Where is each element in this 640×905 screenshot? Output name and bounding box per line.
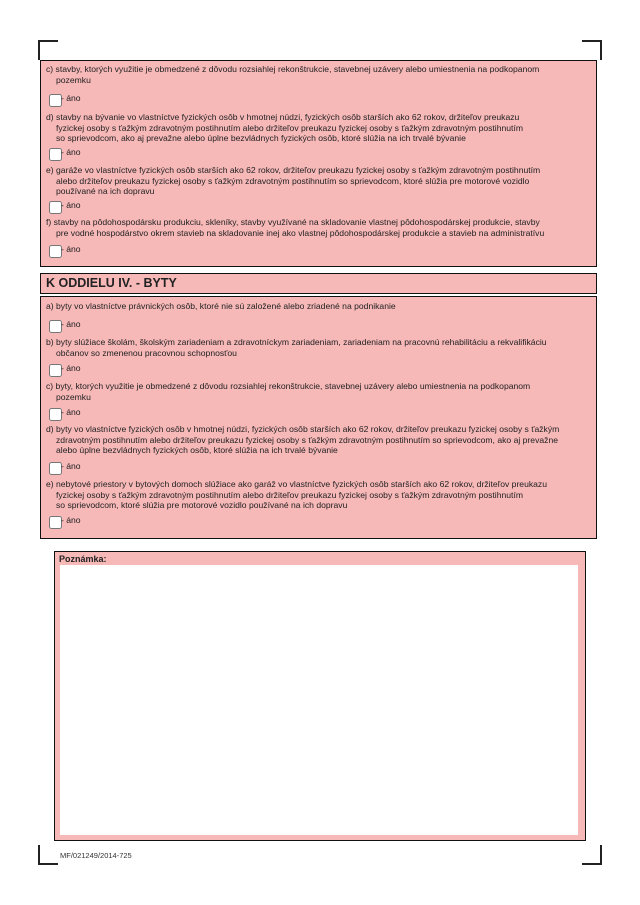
item-text: c) byty, ktorých využitie je obmedzené z dôvodu rozsiahlej rekonštrukcie, stavebnej uzávery alebo umiestnenia na podkopanom bbox=[46, 381, 531, 391]
section4-panel bbox=[40, 296, 597, 539]
item-text: so sprievodcom, ktoré slúžia pre motorové vozidlo používané na ich dopravu bbox=[56, 500, 348, 510]
item-text: používané na ich dopravu bbox=[56, 186, 155, 196]
item-text: c) stavby, ktorých využitie je obmedzené z dôvodu rozsiahlej rekonštrukcie, stavebnej uzávery alebo umiestnenia na podkopanom bbox=[46, 64, 540, 74]
item-text: pozemku bbox=[56, 391, 91, 402]
crop-mark-top-right bbox=[582, 40, 602, 60]
section3-item-f bbox=[46, 217, 586, 238]
item-text: e) garáže vo vlastníctve fyzických osôb starších ako 62 rokov, držiteľov preukazu fyzickej osoby s ťažkým zdravotným postihnutím bbox=[46, 165, 541, 175]
form-code: MF/021249/2014-725 bbox=[60, 851, 132, 860]
item-text: a) byty vo vlastníctve právnických osôb, ktoré nie sú založené alebo zriadené na podnikanie bbox=[46, 301, 396, 311]
checkbox-label: - áno bbox=[61, 407, 81, 417]
note-textarea[interactable] bbox=[60, 565, 578, 835]
item-text: f) stavby na pôdohospodársku produkciu, skleníky, stavby využívané na skladovanie vlastnej pôdohospodárskej produkcie, stavby bbox=[46, 217, 540, 227]
checkbox-label: - áno bbox=[61, 244, 81, 254]
item-text: alebo držiteľov preukazu fyzickej osoby s ťažkým zdravotným postihnutím so sprievodcom, ktoré slúžia pre motorové vozidlo bbox=[56, 175, 530, 186]
item-text: so sprievodcom, ako aj prevažne alebo úplne bezvládnych fyzických osôb, ktoré slúžia na ich trvalé bývanie bbox=[56, 133, 466, 143]
section4-item-b bbox=[46, 337, 586, 358]
section4-item-c bbox=[46, 381, 586, 402]
item-text: d) stavby na bývanie vo vlastníctve fyzických osôb v hmotnej núdzi, fyzických osôb starších ako 62 rokov, držiteľov preukazu bbox=[46, 112, 520, 122]
item-text: alebo úplne bezvládnych fyzických osôb, ktoré slúžia na ich trvalé bývanie bbox=[56, 445, 338, 455]
item-text: občanov so zmenenou pracovnou schopnosťou bbox=[56, 347, 237, 358]
section3-item-c bbox=[46, 64, 586, 85]
checkbox-label: - áno bbox=[61, 515, 81, 525]
checkbox-label: - áno bbox=[61, 363, 81, 373]
note-label: Poznámka: bbox=[59, 554, 107, 564]
checkbox-label: - áno bbox=[61, 461, 81, 471]
checkbox-label: - áno bbox=[61, 93, 81, 103]
item-text: d) byty vo vlastníctve fyzických osôb v hmotnej núdzi, fyzických osôb starších ako 62 rokov, držiteľov preukazu fyzickej osoby s ťažkým bbox=[46, 424, 560, 434]
item-text: fyzickej osoby s ťažkým zdravotným postihnutím alebo držiteľov preukazu fyzickej osoby s ťažkým zdravotným postihnutím bbox=[56, 122, 523, 133]
note-panel bbox=[54, 551, 586, 841]
section3-panel bbox=[40, 60, 597, 267]
item-text: e) nebytové priestory v bytových domoch slúžiace ako garáž vo vlastníctve fyzických osôb starších ako 62 rokov, držiteľov preukazu bbox=[46, 479, 548, 489]
item-text: zdravotným postihnutím alebo držiteľov preukazu fyzickej osoby s ťažkým zdravotným postihnutím so sprievodcom, ako aj prevažne bbox=[56, 434, 559, 445]
section3-item-e bbox=[46, 165, 586, 197]
crop-mark-bottom-left bbox=[38, 845, 58, 865]
item-text: b) byty slúžiace školám, školským zariadeniam a zdravotníckym zariadeniam, zariadeniam na pracovnú rehabilitáciu a rekvalifikáciu bbox=[46, 337, 547, 347]
item-text: fyzickej osoby s ťažkým zdravotným postihnutím alebo držiteľov preukazu fyzickej osoby s ťažkým zdravotným postihnutím bbox=[56, 489, 523, 500]
item-text: pre vodné hospodárstvo okrem stavieb na skladovanie inej ako vlastnej pôdohospodárskej produkcie a stavieb na administratívu bbox=[56, 227, 545, 238]
item-text: pozemku bbox=[56, 74, 91, 85]
crop-mark-top-left bbox=[38, 40, 58, 60]
section4-item-a bbox=[46, 301, 586, 312]
crop-mark-bottom-right bbox=[582, 845, 602, 865]
checkbox-label: - áno bbox=[61, 147, 81, 157]
section4-item-d bbox=[46, 424, 586, 456]
section4-title: K ODDIELU IV. - BYTY bbox=[40, 273, 597, 294]
section3-item-d bbox=[46, 112, 586, 144]
section4-item-e bbox=[46, 479, 586, 511]
checkbox-label: - áno bbox=[61, 200, 81, 210]
checkbox-label: - áno bbox=[61, 319, 81, 329]
